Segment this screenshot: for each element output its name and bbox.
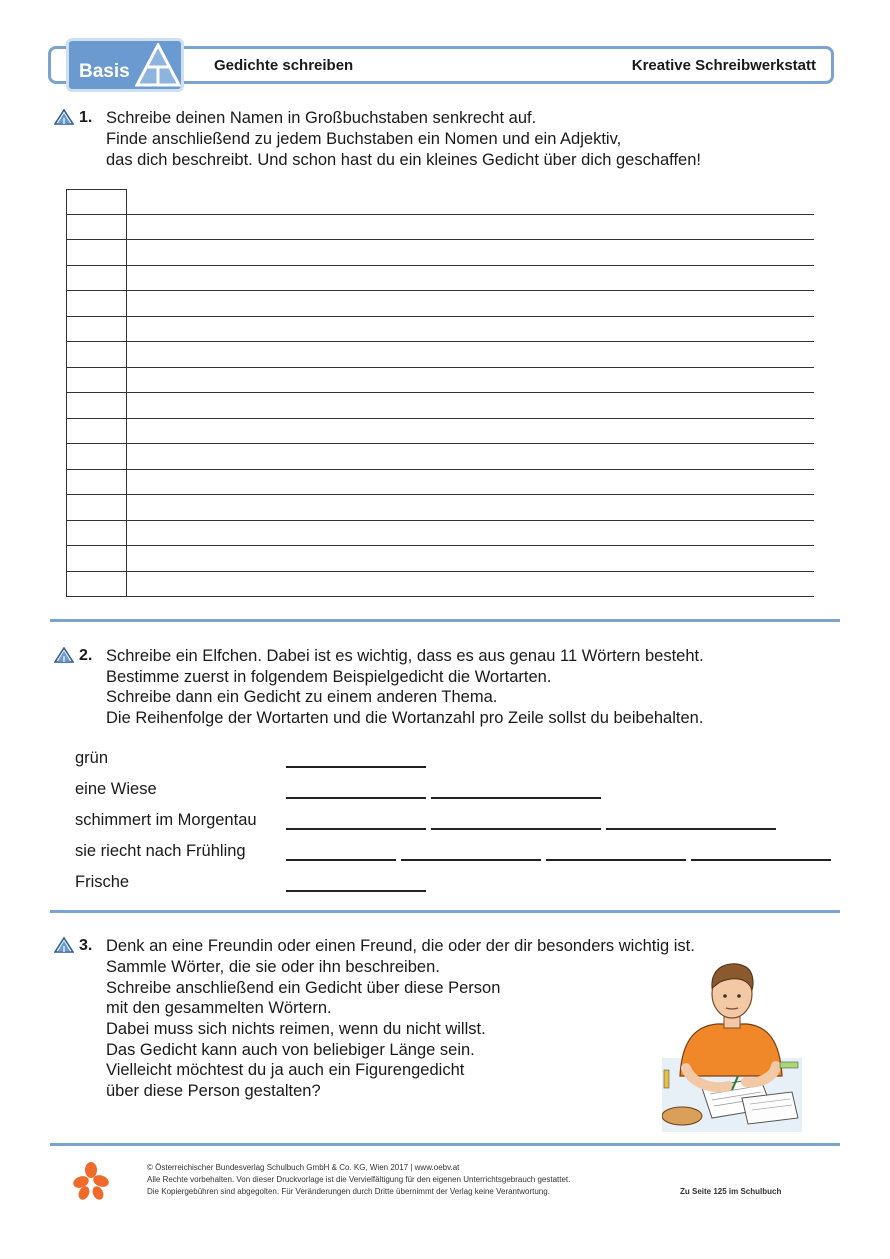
writing-line[interactable] — [127, 341, 814, 342]
separator — [50, 619, 840, 622]
pyramid-icon — [135, 43, 181, 87]
letter-column[interactable] — [66, 189, 127, 597]
letter-cell-divider — [66, 494, 127, 495]
task-1-line-3: das dich beschreibt. Und schon hast du ein kleines Gedicht über dich geschaffen! — [106, 151, 701, 169]
letter-cell-divider — [66, 341, 127, 342]
writing-line[interactable] — [127, 316, 814, 317]
letter-cell-divider — [66, 545, 127, 546]
publisher-logo-icon — [72, 1162, 110, 1200]
writing-line[interactable] — [127, 239, 814, 240]
separator — [50, 1143, 840, 1146]
poem-line-1: grün — [75, 749, 109, 767]
task-3-line-5: Dabei muss sich nichts reimen, wenn du nicht willst. — [106, 1020, 486, 1038]
letter-cell-divider — [66, 418, 127, 419]
answer-blank[interactable] — [431, 797, 601, 799]
letter-cell-divider — [66, 316, 127, 317]
writing-line[interactable] — [127, 520, 814, 521]
answer-blank[interactable] — [286, 828, 426, 830]
writing-line[interactable] — [127, 571, 814, 572]
writing-line[interactable] — [127, 596, 814, 597]
writing-line[interactable] — [127, 265, 814, 266]
task-2-line-1: Schreibe ein Elfchen. Dabei ist es wichtig, dass es aus genau 11 Wörtern besteht. — [106, 647, 704, 665]
poem-line-2: eine Wiese — [75, 780, 157, 798]
answer-blank[interactable] — [286, 766, 426, 768]
section-title: Kreative Schreibwerkstatt — [631, 57, 816, 74]
letter-cell-divider — [66, 239, 127, 240]
task-3-number: 3. — [79, 937, 93, 954]
writing-line[interactable] — [127, 418, 814, 419]
level-badge-label: Basis — [79, 61, 130, 82]
level-badge — [66, 38, 184, 92]
letter-cell-divider — [66, 265, 127, 266]
basis-level-icon — [54, 937, 74, 953]
answer-blank[interactable] — [431, 828, 601, 830]
poem-line-5: Frische — [75, 873, 130, 891]
task-2-number: 2. — [79, 647, 93, 664]
task-2-line-2: Bestimme zuerst in folgendem Beispielgedicht die Wortarten. — [106, 668, 552, 686]
letter-cell-divider — [66, 443, 127, 444]
answer-blank[interactable] — [286, 859, 396, 861]
answer-blank[interactable] — [286, 797, 426, 799]
footer-textbook-reference: Zu Seite 125 im Schulbuch — [680, 1187, 782, 1196]
writing-line[interactable] — [127, 545, 814, 546]
writing-line[interactable] — [127, 392, 814, 393]
task-3-line-1: Denk an eine Freundin oder einen Freund, die oder der dir besonders wichtig ist. — [106, 937, 695, 955]
task-1-line-1: Schreibe deinen Namen in Großbuchstaben senkrecht auf. — [106, 109, 537, 127]
letter-cell-divider — [66, 367, 127, 368]
writing-line[interactable] — [127, 214, 814, 215]
task-3-line-8: über diese Person gestalten? — [106, 1082, 321, 1100]
task-2-line-4: Die Reihenfolge der Wortarten und die Wortanzahl pro Zeile sollst du beibehalten. — [106, 709, 704, 727]
worksheet-title: Gedichte schreiben — [214, 57, 354, 74]
writing-line[interactable] — [127, 469, 814, 470]
student-writing-illustration — [662, 958, 802, 1132]
answer-blank[interactable] — [546, 859, 686, 861]
name-poem-grid[interactable] — [66, 189, 814, 597]
writing-line[interactable] — [127, 367, 814, 368]
task-3-line-2: Sammle Wörter, die sie oder ihn beschreiben. — [106, 958, 440, 976]
task-1-line-2: Finde anschließend zu jedem Buchstaben ein Nomen und ein Adjektiv, — [106, 130, 622, 148]
footer-copyright: © Österreichischer Bundesverlag Schulbuch GmbH & Co. KG, Wien 2017 | www.oebv.at — [147, 1163, 460, 1172]
letter-cell-divider — [66, 596, 127, 597]
task-1-number: 1. — [79, 109, 93, 126]
basis-level-icon — [54, 647, 74, 663]
poem-line-4: sie riecht nach Frühling — [75, 842, 246, 860]
letter-cell-divider — [66, 520, 127, 521]
footer-fees: Die Kopiergebühren sind abgegolten. Für Veränderungen durch Dritte übernimmt der Verlag keine Verantwortung. — [147, 1187, 550, 1196]
task-3-line-4: mit den gesammelten Wörtern. — [106, 999, 332, 1017]
letter-cell-divider — [66, 469, 127, 470]
answer-blank[interactable] — [286, 890, 426, 892]
answer-blank[interactable] — [401, 859, 541, 861]
writing-line[interactable] — [127, 290, 814, 291]
writing-line[interactable] — [127, 494, 814, 495]
task-3-line-6: Das Gedicht kann auch von beliebiger Länge sein. — [106, 1041, 475, 1059]
poem-line-3: schimmert im Morgentau — [75, 811, 257, 829]
letter-cell-divider — [66, 392, 127, 393]
letter-cell-divider — [66, 571, 127, 572]
basis-level-icon — [54, 109, 74, 125]
separator — [50, 910, 840, 913]
letter-cell-divider — [66, 214, 127, 215]
footer-rights: Alle Rechte vorbehalten. Von dieser Druckvorlage ist die Vervielfältigung für den eigenen Unterrichtsgebrauch gestattet. — [147, 1175, 571, 1184]
letter-cell-divider — [66, 290, 127, 291]
answer-blank[interactable] — [691, 859, 831, 861]
task-3-line-7: Vielleicht möchtest du ja auch ein Figurengedicht — [106, 1061, 465, 1079]
answer-blank[interactable] — [606, 828, 776, 830]
writing-line[interactable] — [127, 443, 814, 444]
task-2-line-3: Schreibe dann ein Gedicht zu einem anderen Thema. — [106, 688, 498, 706]
task-3-line-3: Schreibe anschließend ein Gedicht über diese Person — [106, 979, 501, 997]
